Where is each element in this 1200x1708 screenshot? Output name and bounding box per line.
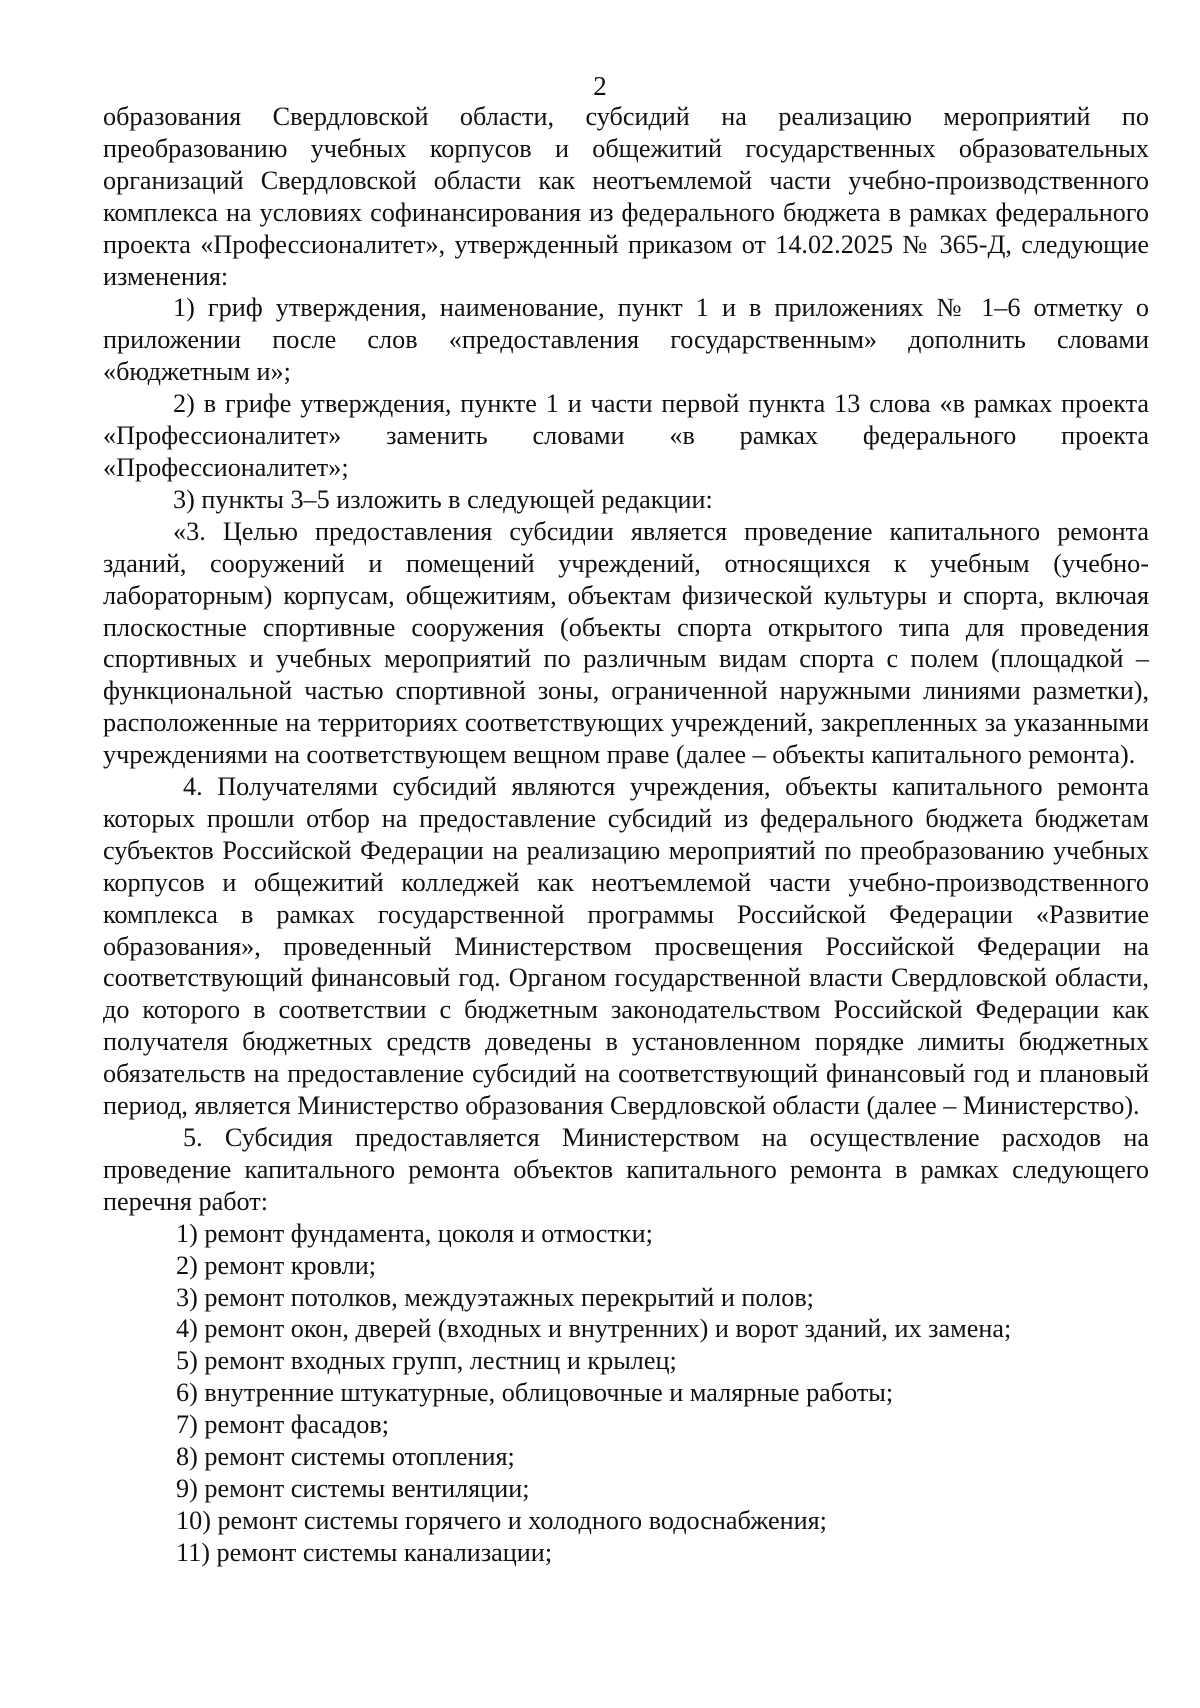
works-list xyxy=(103,1218,1149,1569)
list-item: 11) ремонт системы канализации; xyxy=(176,1537,553,1567)
paragraph-item-4: 4. Получателями субсидий являются учреждения, объекты капитального ремонта которых прошли отбор на предоставление субсидий из федерального бюджета бюджетам субъектов Российской Федерации на реализацию мероприятий по преобразованию учебных корпусов и общежитий колледжей как неотъемлемой части учебно-производственного комплекса в рамках государственной программы Российской Федерации «Развитие образования», проведенный Министерством просвещения Российской Федерации на соответствующий финансовый год. Органом государственной власти Свердловской области, до которого в соответствии с бюджетным законодательством Российской Федерации как получателя бюджетных средств доведены в установленном порядке лимиты бюджетных обязательств на предоставление субсидий на соответствующий финансовый год и плановый период, является Министерство образования Свердловской области (далее – Министерство). xyxy=(103,772,1149,1121)
paragraph-intro: образования Свердловской области, субсидий на реализацию мероприятий по преобразованию учебных корпусов и общежитий государственных образовательных организаций Свердловской области как неотъемлемой части учебно-производственного комплекса на условиях софинансирования из федерального бюджета в рамках федерального проекта «Профессионалитет», утвержденный приказом от 14.02.2025 № 365-Д, следующие изменения: xyxy=(103,102,1149,291)
list-item: 5) ремонт входных групп, лестниц и крылец; xyxy=(176,1346,677,1376)
list-item: 3) ремонт потолков, междуэтажных перекрытий и полов; xyxy=(176,1282,814,1312)
paragraph-item-5: 5. Субсидия предоставляется Министерством на осуществление расходов на проведение капитального ремонта объектов капитального ремонта в рамках следующего перечня работ: xyxy=(103,1123,1149,1216)
list-item: 10) ремонт системы горячего и холодного водоснабжения; xyxy=(176,1505,827,1535)
list-item: 7) ремонт фасадов; xyxy=(176,1410,389,1440)
paragraph-change-3: 3) пункты 3–5 изложить в следующей редакции: xyxy=(173,484,713,514)
paragraph-change-2: 2) в грифе утверждения, пункте 1 и части первой пункта 13 слова «в рамках проекта «Профессионалитет» заменить словами «в рамках федерального проекта «Профессионалитет»; xyxy=(103,389,1149,482)
list-item: 1) ремонт фундамента, цоколя и отмостки; xyxy=(176,1218,653,1248)
list-item: 2) ремонт кровли; xyxy=(176,1250,377,1280)
paragraph-item-3: «3. Целью предоставления субсидии является проведение капитального ремонта зданий, сооружений и помещений учреждений, относящихся к учебным (учебно-лабораторным) корпусам, общежитиям, объектам физической культуры и спорта, включая плоскостные спортивные сооружения (объекты спорта открытого типа для проведения спортивных и учебных мероприятий по различным видам спорта с полем (площадкой – функциональной частью спортивной зоны, ограниченной наружными линиями разметки), расположенные на территориях соответствующих учреждений, закрепленных за указанными учреждениями на соответствующем вещном праве (далее – объекты капитального ремонта). xyxy=(103,516,1149,770)
paragraph-change-1: 1) гриф утверждения, наименование, пункт 1 и в приложениях № 1–6 отметку о приложении после слов «предоставления государственным» дополнить словами «бюджетным и»; xyxy=(103,293,1149,387)
list-item: 9) ремонт системы вентиляции; xyxy=(176,1473,530,1503)
list-item: 4) ремонт окон, дверей (входных и внутренних) и ворот зданий, их замена; xyxy=(176,1314,1012,1344)
list-item: 8) ремонт системы отопления; xyxy=(176,1442,515,1472)
document-body xyxy=(103,101,1149,1569)
page-number: 2 xyxy=(593,71,607,101)
list-item: 6) внутренние штукатурные, облицовочные и малярные работы; xyxy=(176,1378,894,1408)
